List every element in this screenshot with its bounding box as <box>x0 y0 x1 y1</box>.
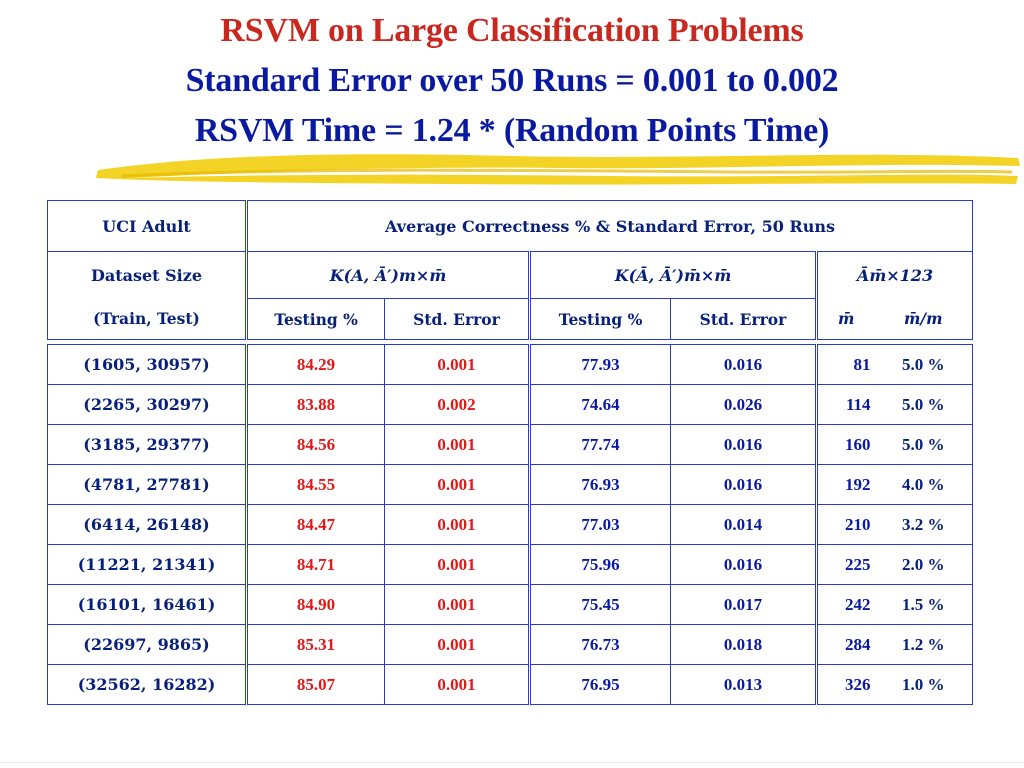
cell-dataset-size: (6414, 26148) <box>48 505 247 545</box>
cell-dataset-size: (16101, 16461) <box>48 585 247 625</box>
table-row <box>48 465 973 505</box>
table-row <box>48 665 973 705</box>
cell-mbar-ratio: 5.0 % <box>875 345 973 385</box>
table-row <box>48 425 973 465</box>
cell-testing-full: 84.90 <box>247 585 385 625</box>
cell-stderr-full: 0.001 <box>385 425 530 465</box>
highlighter-stroke <box>92 148 1024 188</box>
cell-stderr-full: 0.001 <box>385 625 530 665</box>
footer-divider <box>0 762 1024 763</box>
table-row <box>48 625 973 665</box>
cell-mbar-ratio: 5.0 % <box>875 385 973 425</box>
table-row <box>48 585 973 625</box>
cell-stderr-full: 0.001 <box>385 545 530 585</box>
cell-mbar-ratio: 3.2 % <box>875 505 973 545</box>
cell-stderr-full: 0.001 <box>385 505 530 545</box>
col-header-mbar-ratio: m̄/m <box>875 299 973 340</box>
results-table <box>47 200 973 705</box>
cell-dataset-size: (2265, 30297) <box>48 385 247 425</box>
table-row <box>48 345 973 385</box>
cell-testing-full: 84.56 <box>247 425 385 465</box>
cell-stderr-full: 0.001 <box>385 665 530 705</box>
col-header-dataset-2: Dataset Size <box>48 252 247 299</box>
group-header: Average Correctness % & Standard Error, 50 Runs <box>247 201 973 252</box>
cell-testing-full: 85.31 <box>247 625 385 665</box>
col-header-stderr-1: Std. Error <box>385 299 530 340</box>
cell-stderr-reduced: 0.016 <box>671 545 817 585</box>
cell-testing-reduced: 75.45 <box>530 585 671 625</box>
col-header-testing-2: Testing % <box>530 299 671 340</box>
title-line-1: RSVM on Large Classification Problems <box>220 12 804 49</box>
cell-mbar-ratio: 1.5 % <box>875 585 973 625</box>
cell-stderr-reduced: 0.017 <box>671 585 817 625</box>
cell-stderr-reduced: 0.014 <box>671 505 817 545</box>
cell-stderr-reduced: 0.016 <box>671 465 817 505</box>
cell-mbar-ratio: 1.2 % <box>875 625 973 665</box>
cell-testing-reduced: 77.03 <box>530 505 671 545</box>
cell-testing-reduced: 77.74 <box>530 425 671 465</box>
table-body <box>48 345 973 705</box>
col-header-mbar: m̄ <box>817 299 875 340</box>
title-line-2: Standard Error over 50 Runs = 0.001 to 0.002 <box>185 62 839 99</box>
cell-mbar: 114 <box>817 385 875 425</box>
cell-stderr-reduced: 0.016 <box>671 425 817 465</box>
cell-testing-reduced: 76.93 <box>530 465 671 505</box>
kernel-header-full: K(A, Ā′)m×m̄ <box>247 252 530 299</box>
cell-testing-full: 84.47 <box>247 505 385 545</box>
cell-dataset-size: (22697, 9865) <box>48 625 247 665</box>
col-header-testing-1: Testing % <box>247 299 385 340</box>
cell-mbar: 192 <box>817 465 875 505</box>
table-row <box>48 545 973 585</box>
cell-mbar-ratio: 5.0 % <box>875 425 973 465</box>
col-header-dataset-1: UCI Adult <box>48 201 247 252</box>
title-line-3: RSVM Time = 1.24 * (Random Points Time) <box>194 112 830 149</box>
cell-stderr-full: 0.001 <box>385 585 530 625</box>
cell-testing-reduced: 74.64 <box>530 385 671 425</box>
cell-dataset-size: (4781, 27781) <box>48 465 247 505</box>
cell-testing-reduced: 77.93 <box>530 345 671 385</box>
reduced-set-header: Ām̄×123 <box>817 252 973 299</box>
cell-stderr-reduced: 0.018 <box>671 625 817 665</box>
cell-mbar: 81 <box>817 345 875 385</box>
cell-testing-full: 84.55 <box>247 465 385 505</box>
cell-mbar: 160 <box>817 425 875 465</box>
cell-stderr-full: 0.001 <box>385 465 530 505</box>
cell-stderr-full: 0.002 <box>385 385 530 425</box>
cell-testing-full: 84.29 <box>247 345 385 385</box>
table-row <box>48 385 973 425</box>
cell-testing-full: 83.88 <box>247 385 385 425</box>
cell-testing-full: 84.71 <box>247 545 385 585</box>
cell-mbar: 242 <box>817 585 875 625</box>
cell-testing-full: 85.07 <box>247 665 385 705</box>
cell-stderr-reduced: 0.026 <box>671 385 817 425</box>
table-row <box>48 505 973 545</box>
cell-dataset-size: (32562, 16282) <box>48 665 247 705</box>
col-header-dataset-3: (Train, Test) <box>48 299 247 340</box>
cell-stderr-reduced: 0.016 <box>671 345 817 385</box>
cell-testing-reduced: 76.73 <box>530 625 671 665</box>
cell-mbar-ratio: 1.0 % <box>875 665 973 705</box>
cell-mbar: 284 <box>817 625 875 665</box>
cell-stderr-full: 0.001 <box>385 345 530 385</box>
slide-title <box>0 6 1024 156</box>
kernel-header-reduced: K(Ā, Ā′)m̄×m̄ <box>530 252 817 299</box>
cell-mbar: 326 <box>817 665 875 705</box>
cell-mbar-ratio: 2.0 % <box>875 545 973 585</box>
cell-mbar-ratio: 4.0 % <box>875 465 973 505</box>
cell-mbar: 210 <box>817 505 875 545</box>
col-header-stderr-2: Std. Error <box>671 299 817 340</box>
cell-testing-reduced: 76.95 <box>530 665 671 705</box>
cell-stderr-reduced: 0.013 <box>671 665 817 705</box>
cell-testing-reduced: 75.96 <box>530 545 671 585</box>
cell-dataset-size: (3185, 29377) <box>48 425 247 465</box>
cell-dataset-size: (11221, 21341) <box>48 545 247 585</box>
cell-mbar: 225 <box>817 545 875 585</box>
cell-dataset-size: (1605, 30957) <box>48 345 247 385</box>
